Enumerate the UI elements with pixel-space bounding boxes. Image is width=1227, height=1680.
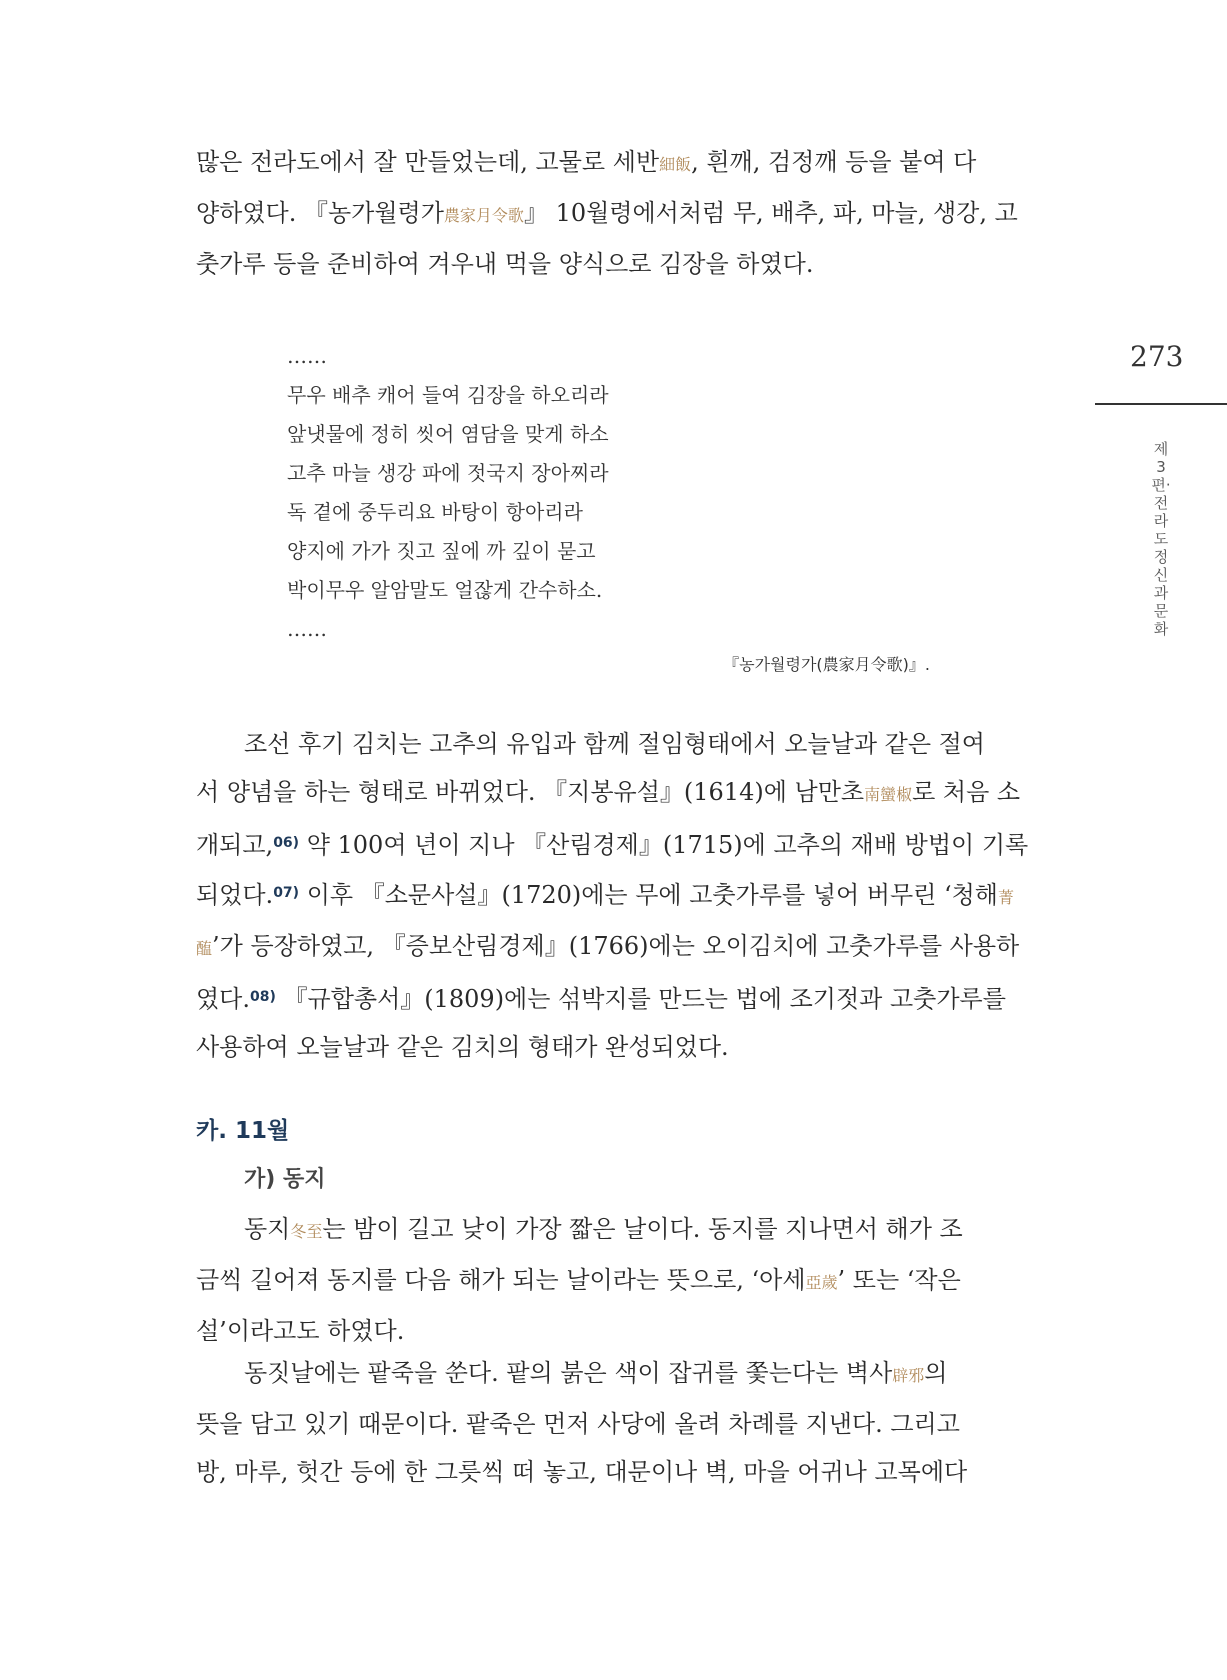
- paragraph-3: [196, 1205, 963, 1355]
- quote-line: 박이무우 알암말도 얼잖게 간수하소.: [287, 578, 603, 602]
- poem-quote: [287, 337, 767, 649]
- footnote-08[interactable]: 08): [250, 989, 276, 1005]
- quote-line: 앞냇물에 정히 씻어 염담을 맞게 하소: [287, 422, 609, 446]
- paragraph-4-line-3: 방, 마루, 헛간 등에 한 그릇씩 떠 놓고, 대문이나 벽, 마을 어귀나 고목에다: [196, 1458, 968, 1486]
- quote-line: 양지에 가가 짓고 짚에 까 깊이 묻고: [287, 539, 596, 563]
- paragraph-3-line-1: 동지冬至는 밤이 길고 낮이 가장 짧은 날이다. 동지를 지나면서 해가 조: [244, 1215, 963, 1243]
- quote-line: 무우 배추 캐어 들여 김장을 하오리라: [287, 383, 609, 407]
- paragraph-1-line-3: 춧가루 등을 준비하여 겨우내 먹을 양식으로 김장을 하였다.: [196, 250, 814, 278]
- page-number-rule: [1095, 403, 1227, 405]
- page-number: 273: [1130, 340, 1184, 373]
- paragraph-2-line-6: 였다.$^{08)}$ 『규합총서』(1809)에는 섞박지를 만드는 법에 조기젓과 고춧가루를: [196, 985, 1006, 1013]
- paragraph-1-line-2: 양하였다. 『농가월령가農家月令歌』 10월령에서처럼 무, 배추, 파, 마늘, 생강, 고: [196, 199, 1018, 227]
- subsection-heading-dongji: 가) 동지: [244, 1167, 326, 1192]
- quote-line: ……: [287, 617, 327, 641]
- paragraph-2-line-1: 조선 후기 김치는 고추의 유입과 함께 절임형태에서 오늘날과 같은 절여: [244, 730, 985, 758]
- paragraph-2-line-4: 되었다.$^{07)}$ 이후 『소문사설』(1720)에는 무에 고춧가루를 넣어 버무린 ‘청해菁: [196, 881, 1014, 909]
- section-heading-november: 카. 11월: [196, 1118, 290, 1144]
- footnote-06[interactable]: 06): [273, 835, 300, 851]
- paragraph-4: [196, 1349, 968, 1496]
- quote-line: 독 곁에 중두리요 바탕이 항아리라: [287, 500, 583, 524]
- paragraph-3-line-2: 금씩 길어져 동지를 다음 해가 되는 날이라는 뜻으로, ‘아세亞歲’ 또는 ‘작은: [196, 1266, 961, 1294]
- footnote-07[interactable]: 07): [273, 885, 300, 901]
- paragraph-2-line-3: 개되고,$^{06)}$ 약 100여 년이 지나 『산림경제』(1715)에 고추의 재배 방법이 기록: [196, 831, 1029, 859]
- quote-line: ……: [287, 344, 327, 368]
- paragraph-2-line-5: 醢’가 등장하였고, 『증보산림경제』(1766)에는 오이김치에 고춧가루를 사용하: [196, 932, 1020, 960]
- paragraph-1: [196, 138, 1018, 288]
- paragraph-1-line-1: 많은 전라도에서 잘 만들었는데, 고물로 세반細飯, 흰깨, 검정깨 등을 붙여 다: [196, 148, 977, 176]
- paragraph-2-line-7: 사용하여 오늘날과 같은 김치의 형태가 완성되었다.: [196, 1033, 729, 1061]
- paragraph-4-line-2: 뜻을 담고 있기 때문이다. 팥죽은 먼저 사당에 올려 차례를 지낸다. 그리고: [196, 1410, 960, 1438]
- paragraph-4-line-1: 동짓날에는 팥죽을 쑨다. 팥의 붉은 색이 잡귀를 쫓는다는 벽사辟邪의: [244, 1359, 948, 1387]
- quote-line: 고추 마늘 생강 파에 젓국지 장아찌라: [287, 461, 609, 485]
- paragraph-2: [196, 720, 1029, 1071]
- running-section-title: 제3편·전라도 정신과 문화: [1151, 440, 1171, 638]
- quote-citation: 『농가월령가(農家月令歌)』.: [723, 655, 930, 674]
- paragraph-3-line-3: 설’이라고도 하였다.: [196, 1317, 405, 1345]
- paragraph-2-line-2: 서 양념을 하는 형태로 바뀌었다. 『지봉유설』(1614)에 남만초南蠻椒로 처음 소: [196, 778, 1021, 806]
